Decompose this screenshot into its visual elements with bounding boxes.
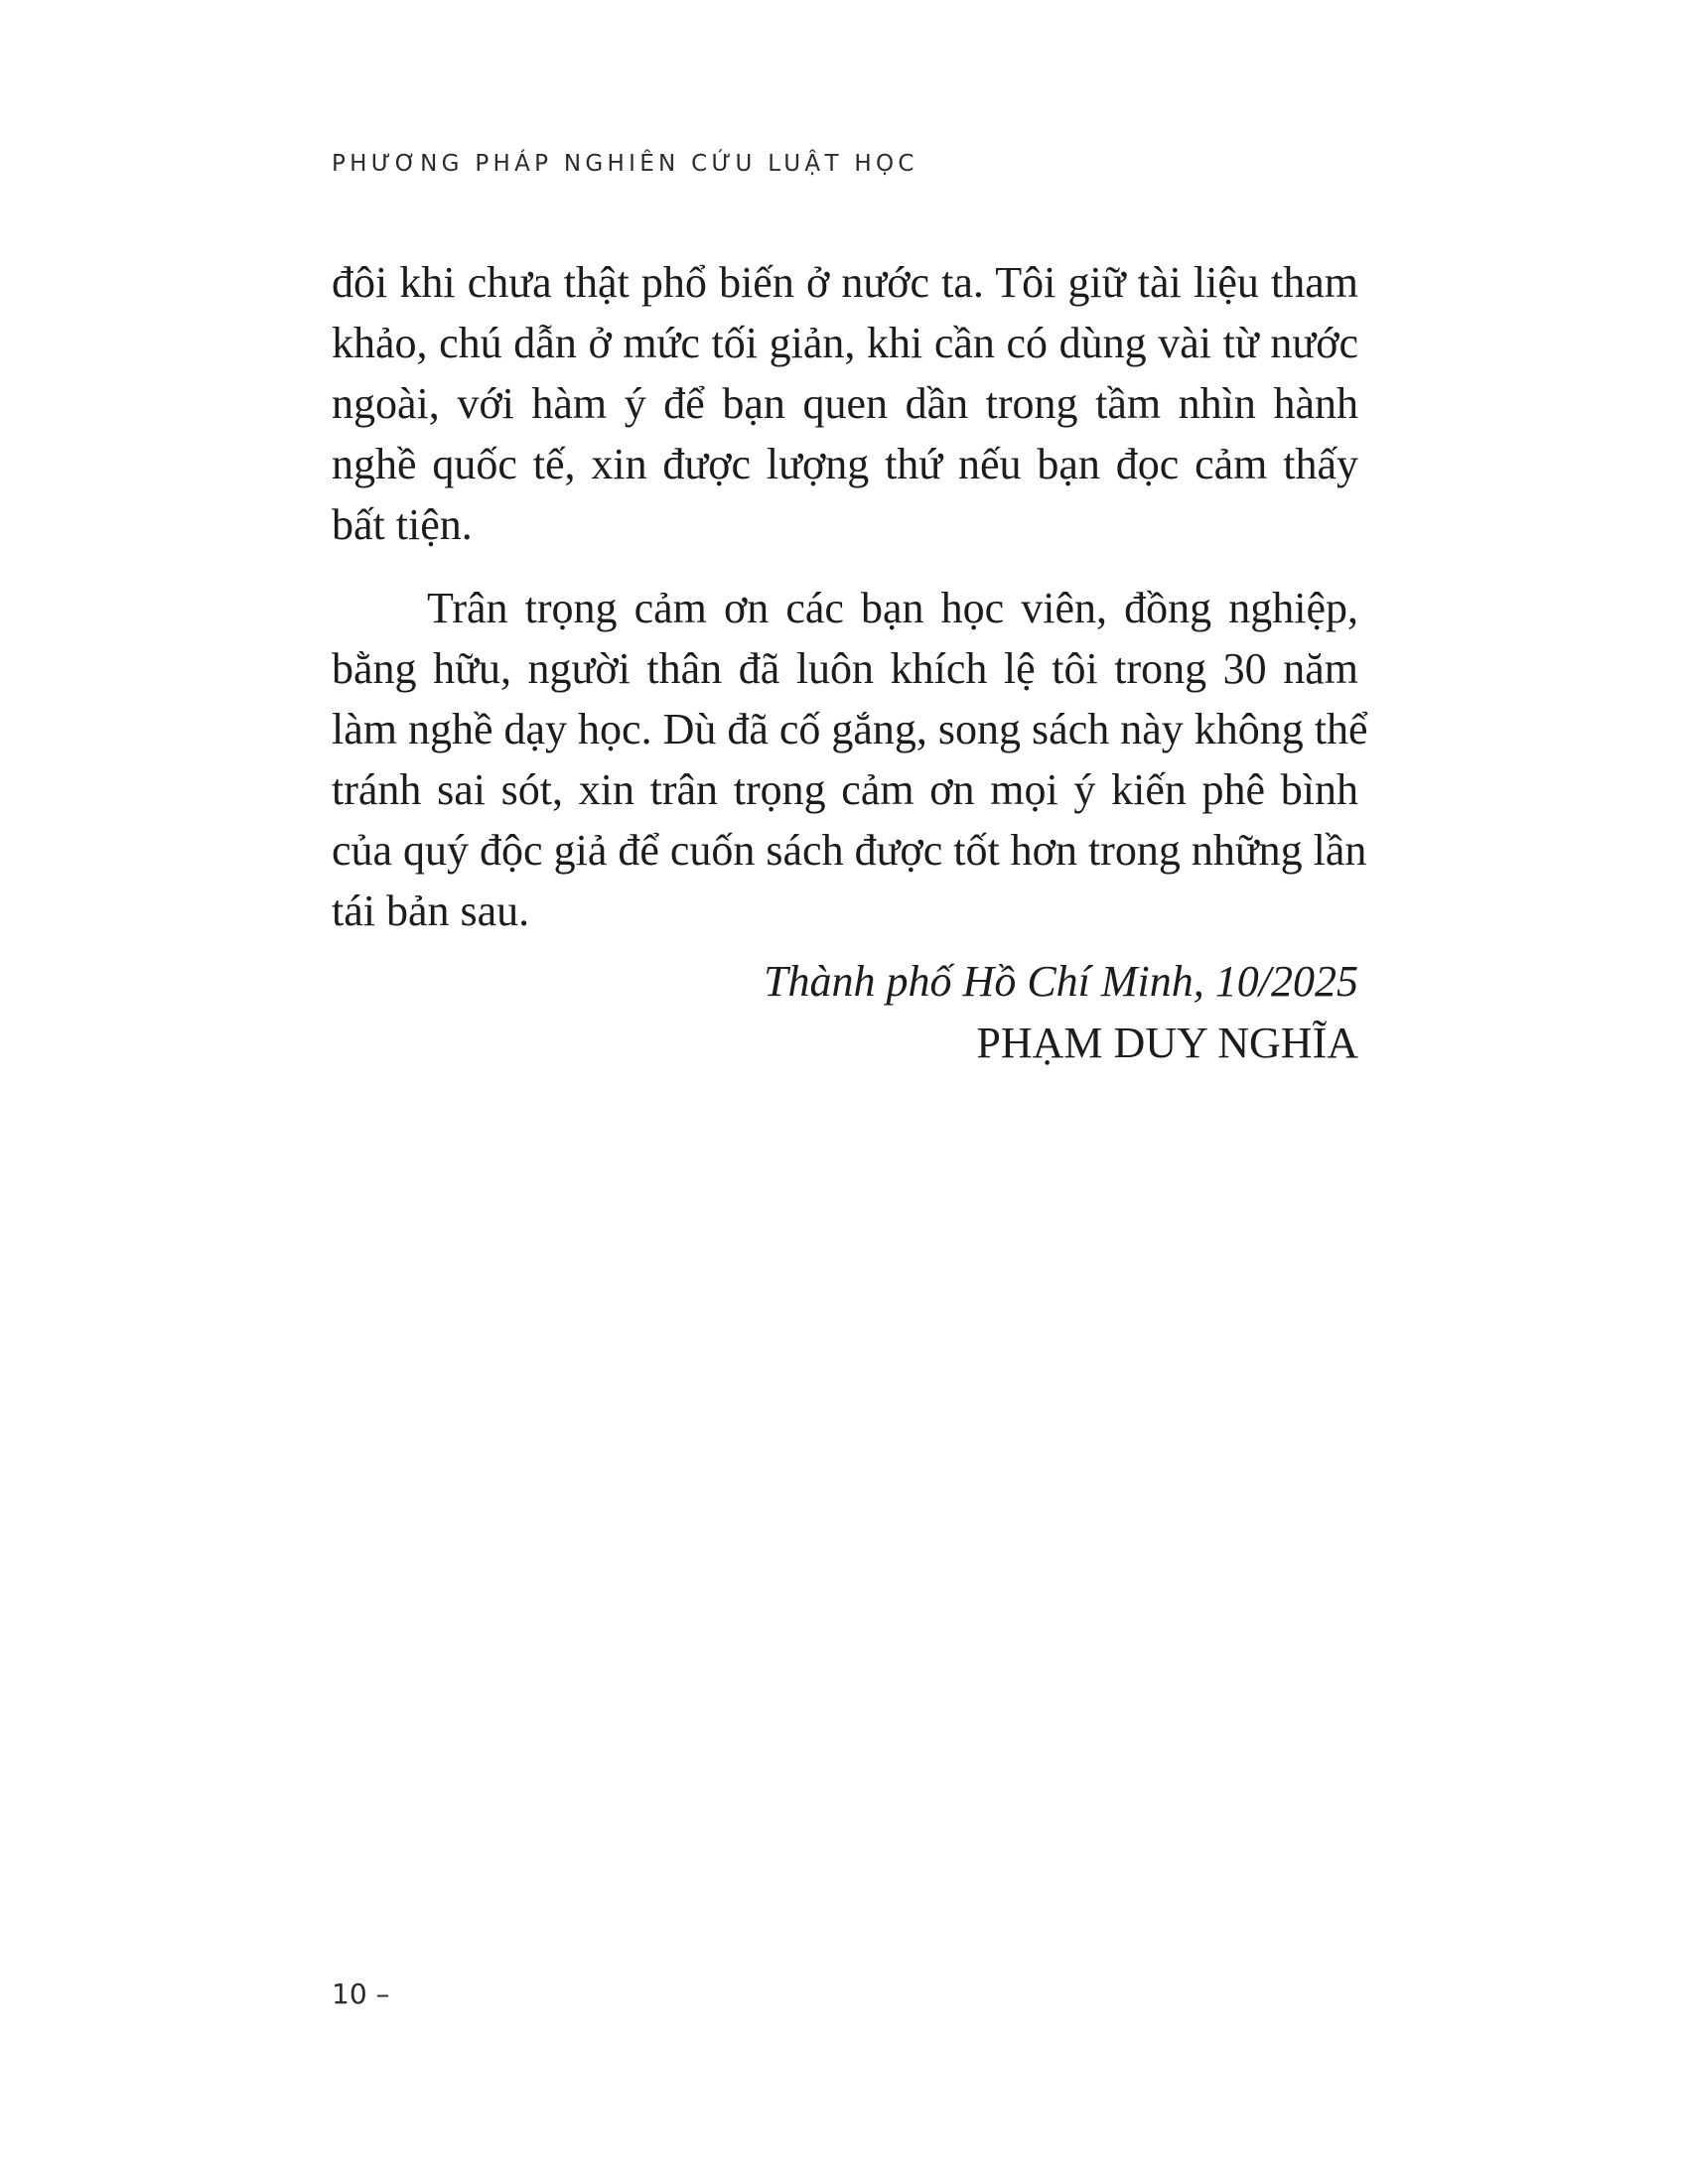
- text-line: đôi khi chưa thật phổ biến ở nước ta. Tôi giữ tài liệu tham: [332, 258, 1358, 307]
- signoff: [764, 951, 1358, 1074]
- body-text: [332, 252, 1368, 941]
- text-line: khảo, chú dẫn ở mức tối giản, khi cần có dùng vài từ nước: [332, 319, 1358, 367]
- paragraph-2: [332, 578, 1368, 941]
- text-line: tái bản sau.: [332, 887, 530, 935]
- text-line: bằng hữu, người thân đã luôn khích lệ tôi trong 30 năm: [332, 644, 1358, 693]
- text-line: làm nghề dạy học. Dù đã cố gắng, song sách này không thể: [332, 705, 1368, 753]
- place-date: Thành phố Hồ Chí Minh, 10/2025: [764, 957, 1358, 1006]
- text-line: ngoài, với hàm ý để bạn quen dần trong tầm nhìn hành: [332, 379, 1358, 428]
- text-line: bất tiện.: [332, 500, 473, 549]
- text-line: tránh sai sót, xin trân trọng cảm ơn mọi ý kiến phê bình: [332, 765, 1358, 814]
- paragraph-1: [332, 252, 1358, 555]
- text-line: Trân trọng cảm ơn các bạn học viên, đồng nghiệp,: [427, 584, 1358, 632]
- author-name: PHẠM DUY NGHĨA: [976, 1019, 1358, 1067]
- page-number: 10 –: [332, 1978, 390, 2010]
- running-header: PHƯƠNG PHÁP NGHIÊN CỨU LUẬT HỌC: [332, 151, 918, 177]
- text-line: nghề quốc tế, xin được lượng thứ nếu bạn đọc cảm thấy: [332, 440, 1358, 488]
- text-line: của quý độc giả để cuốn sách được tốt hơn trong những lần: [332, 826, 1367, 875]
